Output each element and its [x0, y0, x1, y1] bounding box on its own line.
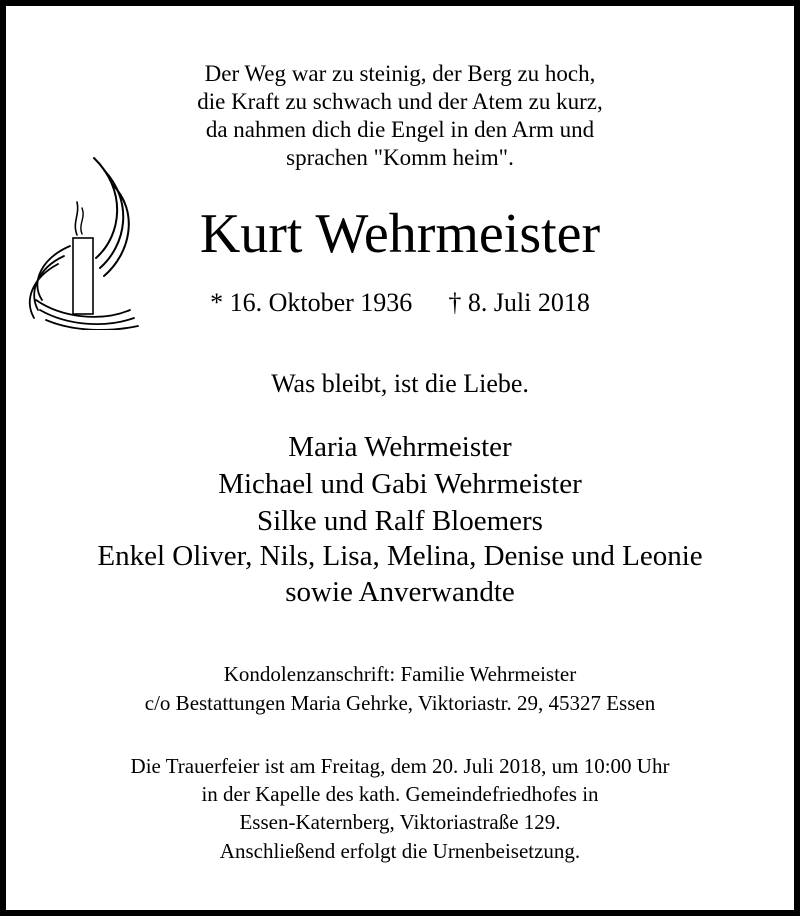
poem-line-3: da nahmen dich die Engel in den Arm und: [205, 117, 595, 142]
service-line-1: Die Trauerfeier ist am Freitag, dem 20. Juli 2018, um 10:00 Uhr: [130, 754, 670, 778]
family-line-2: Michael und Gabi Wehrmeister: [218, 468, 582, 500]
service-line-4: Anschließend erfolgt die Urnenbeisetzung.: [219, 839, 581, 863]
death-date: † 8. Juli 2018: [448, 288, 590, 317]
condolence-line-1: Kondolenzanschrift: Familie Wehrmeister: [223, 662, 577, 686]
poem-line-1: Der Weg war zu steinig, der Berg zu hoch,: [204, 61, 596, 86]
deceased-name: Kurt Wehrmeister: [199, 203, 601, 265]
family-line-1: Maria Wehrmeister: [288, 431, 512, 463]
motto: Was bleibt, ist die Liebe.: [271, 369, 529, 398]
family-line-3: Silke und Ralf Bloemers: [257, 505, 543, 537]
poem-line-2: die Kraft zu schwach und der Atem zu kurz,: [197, 89, 603, 114]
poem-line-4: sprachen "Komm heim".: [286, 145, 514, 170]
birth-date: * 16. Oktober 1936: [210, 288, 413, 317]
condolence-line-2: c/o Bestattungen Maria Gehrke, Viktoriastr. 29, 45327 Essen: [144, 691, 656, 715]
service-line-2: in der Kapelle des kath. Gemeindefriedhofes in: [201, 782, 599, 806]
life-dates: [0, 290, 800, 316]
family-line-4: Enkel Oliver, Nils, Lisa, Melina, Denise und Leonie: [97, 540, 703, 572]
service-line-3: Essen-Katernberg, Viktoriastraße 129.: [239, 810, 561, 834]
family-line-5: sowie Anverwandte: [285, 576, 515, 608]
